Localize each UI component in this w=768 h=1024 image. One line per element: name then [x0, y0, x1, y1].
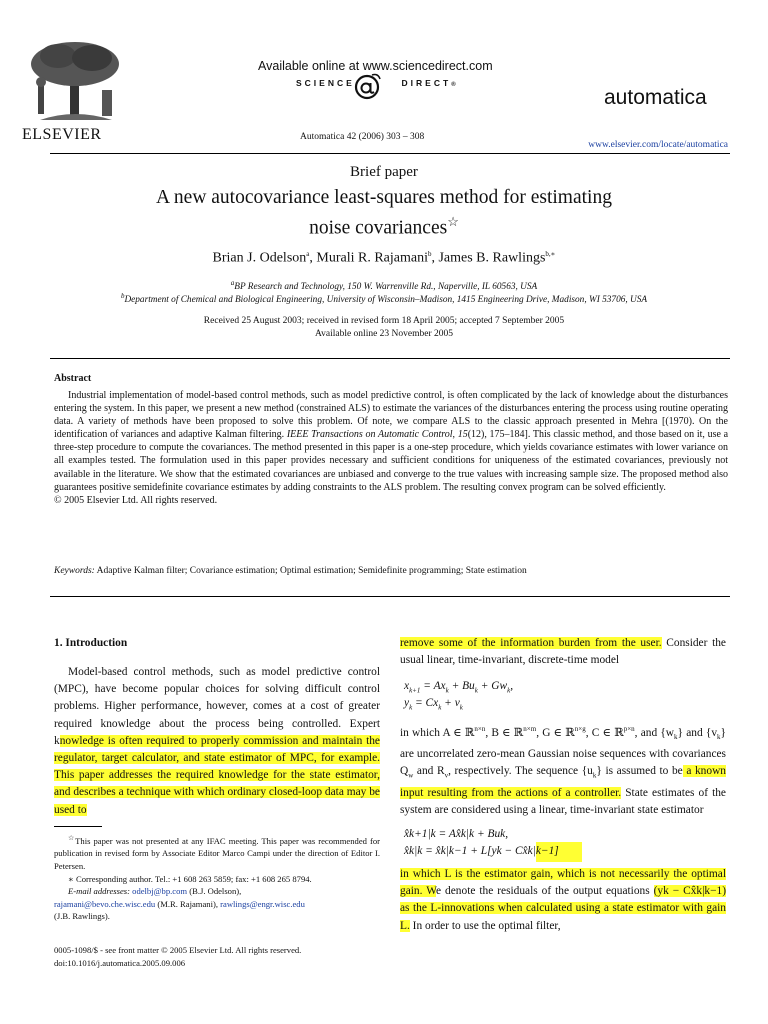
intro-paragraph: Model-based control methods, such as model predictive control (MPC), have become popular choices for solving difficult control problems. Higher performance, however, comes at a cost of greater required knowledge about the process being controlled. Expert knowledge is often required to properly commission and maintain the regulator, target calculator, and state estimator of MPC, for example. This paper addresses the required knowledge for the state estimator, and describes a technique with which ordinary closed-loop data may be used to	[54, 666, 380, 816]
article-title	[0, 186, 768, 241]
equation-estimator-2: x̂k|k = x̂k|k−1 + L[yk − Cx̂k|k−1]	[404, 845, 559, 857]
highlight: in which L is the estimator gain, which is not necessarily the optimal gain. W	[400, 868, 726, 898]
publisher-name: ELSEVIER	[22, 126, 102, 143]
right-paragraph-1: remove some of the information burden from the user. Consider the usual linear, time-invariant, discrete-time model	[400, 637, 726, 667]
header-divider	[50, 153, 730, 154]
sd-right: DIRECT	[401, 78, 452, 88]
available-online-text: Available online at www.sciencedirect.com	[258, 59, 493, 73]
section-heading: 1. Introduction	[54, 637, 128, 649]
author-mark: a	[306, 250, 310, 258]
article-type: Brief paper	[350, 164, 418, 180]
right-paragraph-2: in which A ∈ ℝ$^{n\times n}$, B ∈ ℝ$^{n\times m}$, G ∈ ℝ$^{n\times g}$, C ∈ ℝ$^{p\times n}$, and $\{w_k\}$ and $\{v_k\}$ are uncorrelated zero-mean Gaussian noise sequences with covariances $Q_w$ and $R_v$, respectively. The sequence $\{u_k\}$ is assumed to be a known input resulting from the actions of a controller. State estimates of the system are considered using a linear, time-invariant state estimator	[400, 725, 726, 817]
abstract-body: Industrial implementation of model-based control methods, such as model predictive control, is often complicated by the lack of knowledge about the disturbances entering the system. In this paper, we present a new method (constrained ALS) to estimate the variances of the disturbances entering the process using routine operating data. A variety of methods have been proposed to solve this problem. Of note, we compare ALS to the classic approach presented in Mehra [(1970). On the identification of variances and adaptive Kalman filtering. IEEE Transactions on Automatic Control, 15(12), 175–184]. This classic method, and those based on it, use a three-step procedure to compute the covariances. The method presented in this paper is a one-step procedure, which yields covariance estimates with lower variance on all examples tested. The formulation used in this paper provides necessary and sufficient conditions for uniqueness of the estimated covariances, previously not available in the literature. We show that the estimated covariances are unbiased and converge to the true values with increasing sample size. The proposed method also guarantees positive semidefinite covariance estimates by adding constraints to the ALS problem. The resulting convex program can be solved efficiently. © 2005 Elsevier Ltd. All rights reserved.	[54, 390, 729, 506]
email-link[interactable]: odelbj@bp.com	[132, 886, 188, 897]
sd-left: SCIENCE	[296, 78, 355, 88]
online-date: Available online 23 November 2005	[314, 329, 454, 339]
highlight: (yk − Cx̂k|k−1) as the L-innovations when calculated using a state estimator with gain L.	[400, 885, 726, 932]
journal-url-link[interactable]: www.elsevier.com/locate/automatica	[588, 140, 728, 150]
issn: 0005-1098/$ - see front matter © 2005 Elsevier Ltd. All rights reserved.	[54, 945, 302, 955]
elsevier-tree-logo	[20, 38, 130, 126]
abstract-copyright: © 2005 Elsevier Ltd. All rights reserved.	[54, 494, 218, 506]
title-line-1: A new autocovariance least-squares method for estimating	[156, 187, 612, 208]
title-line-2: noise covariances	[309, 217, 448, 239]
equation-state: $x_{k+1} = Ax_k + Bu_k + Gw_k$,	[404, 680, 514, 695]
footnotes: ☆This paper was not presented at any IFAC meeting. This paper was recommended for publication in revised form by Associate Editor Marco Campi under the direction of Editor I. Petersen. ∗ Corresponding author. Tel.: +1 608 263 5859; fax: +1 608 265 8794. E-mail addresses: odelbj@bp.com (B.J. Odelson), rajamani@bevo.che.wisc.edu (M.R. Rajamani), rawlings@engr.wisc.edu (J.B. Rawlings).	[54, 834, 380, 922]
footnote-divider	[54, 826, 102, 827]
highlight: nowledge is often required to properly commission and maintain the regulator, target calculator, and state estimator of MPC, for example. This paper addresses the required knowledge for the state estimator, and describes a technique with which ordinary closed-loop data may be used to	[54, 734, 380, 816]
journal-name: automatica	[604, 86, 707, 109]
received-dates: Received 25 August 2003; received in revised form 18 April 2005; accepted 7 September 2005	[203, 316, 565, 326]
author-list: Brian J. Odelson$^a$, Murali R. Rajamani$^b$, James B. Rawlings$^{b,∗}$	[212, 250, 556, 266]
affiliation-a: $^a$BP Research and Technology, 150 W. Warrenville Rd., Naperville, IL 60563, USA	[230, 279, 538, 293]
highlight: remove some of the information burden from the user.	[400, 637, 662, 649]
equation-output: $y_k = Cx_k + v_k$	[404, 697, 463, 712]
email-link[interactable]: rawlings@engr.wisc.edu	[220, 898, 305, 909]
author-name: James B. Rawlings	[438, 250, 546, 266]
abstract-heading: Abstract	[54, 373, 92, 384]
affiliation-b: $^b$Department of Chemical and Biological Engineering, University of Wisconsin–Madison, 1415 Engineering Drive, Madison, WI 53706, USA	[120, 292, 648, 306]
issn-doi	[54, 944, 380, 970]
abstract-bottom-divider	[50, 596, 730, 597]
title-footnote-mark[interactable]: ☆	[447, 214, 459, 229]
keywords: Keywords: Adaptive Kalman filter; Covariance estimation; Optimal estimation; Semidefinite programming; State estimation	[54, 566, 527, 576]
email-link[interactable]: rajamani@bevo.che.wisc.edu	[54, 898, 156, 909]
doi: doi:10.1016/j.automatica.2005.09.006	[54, 958, 186, 968]
abstract-top-divider	[50, 358, 730, 359]
right-paragraph-3: in which L is the estimator gain, which is not necessarily the optimal gain. We denote the residuals of the output equations (yk − Cx̂k|k−1) as the L-innovations when calculated using a state estimator with gain L. In order to use the optimal filter,	[400, 868, 726, 932]
journal-citation: Automatica 42 (2006) 303 – 308	[300, 132, 425, 142]
highlight: a known input resulting from the actions of a controller.	[400, 765, 726, 799]
author-name: Brian J. Odelson	[212, 250, 307, 266]
sciencedirect-at-icon	[352, 71, 382, 101]
author-name: Murali R. Rajamani	[316, 250, 428, 266]
sciencedirect-wordmark: SCIENCE DIRECT®	[296, 78, 459, 88]
equation-estimator-1: x̂k+1|k = Ax̂k|k + Buk,	[404, 828, 509, 840]
author-mark: b	[427, 250, 432, 258]
author-mark: b,∗	[545, 250, 556, 258]
